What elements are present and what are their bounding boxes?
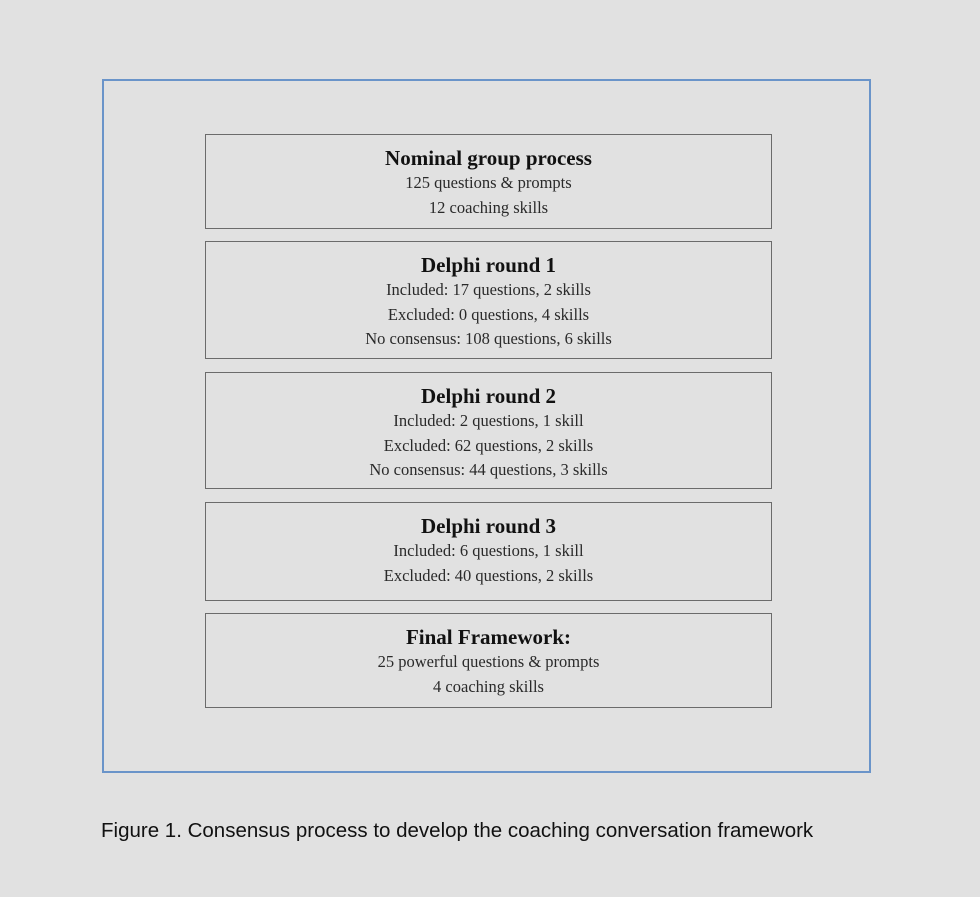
stage-detail: 12 coaching skills (428, 197, 549, 217)
stage-detail: No consensus: 108 questions, 6 skills (365, 329, 612, 348)
stage-detail: 25 powerful questions & prompts (377, 652, 600, 671)
stage-detail: Excluded: 0 questions, 4 skills (387, 304, 590, 324)
stage-box-delphi-round-2 (205, 372, 772, 489)
stage-detail: Included: 17 questions, 2 skills (386, 280, 591, 299)
stage-box-final-framework (205, 613, 772, 708)
stage-detail: 4 coaching skills (433, 676, 544, 696)
stage-detail: No consensus: 44 questions, 3 skills (369, 460, 608, 479)
stage-title: Nominal group process (385, 146, 592, 170)
stage-box-delphi-round-3 (205, 502, 772, 601)
figure-caption: Figure 1. Consensus process to develop the coaching conversation framework (101, 819, 814, 842)
stage-box-nominal-group (205, 134, 772, 229)
stage-detail: 125 questions & prompts (405, 173, 572, 192)
stage-title: Delphi round 1 (421, 253, 556, 277)
stage-detail: Excluded: 62 questions, 2 skills (383, 435, 594, 455)
stage-detail: Excluded: 40 questions, 2 skills (383, 565, 594, 585)
stage-detail: Included: 2 questions, 1 skill (393, 411, 584, 430)
stage-title: Final Framework: (405, 625, 572, 649)
stage-box-delphi-round-1 (205, 241, 772, 359)
stage-title: Delphi round 2 (421, 384, 556, 408)
stage-detail: Included: 6 questions, 1 skill (393, 541, 584, 560)
stage-title: Delphi round 3 (421, 514, 556, 538)
